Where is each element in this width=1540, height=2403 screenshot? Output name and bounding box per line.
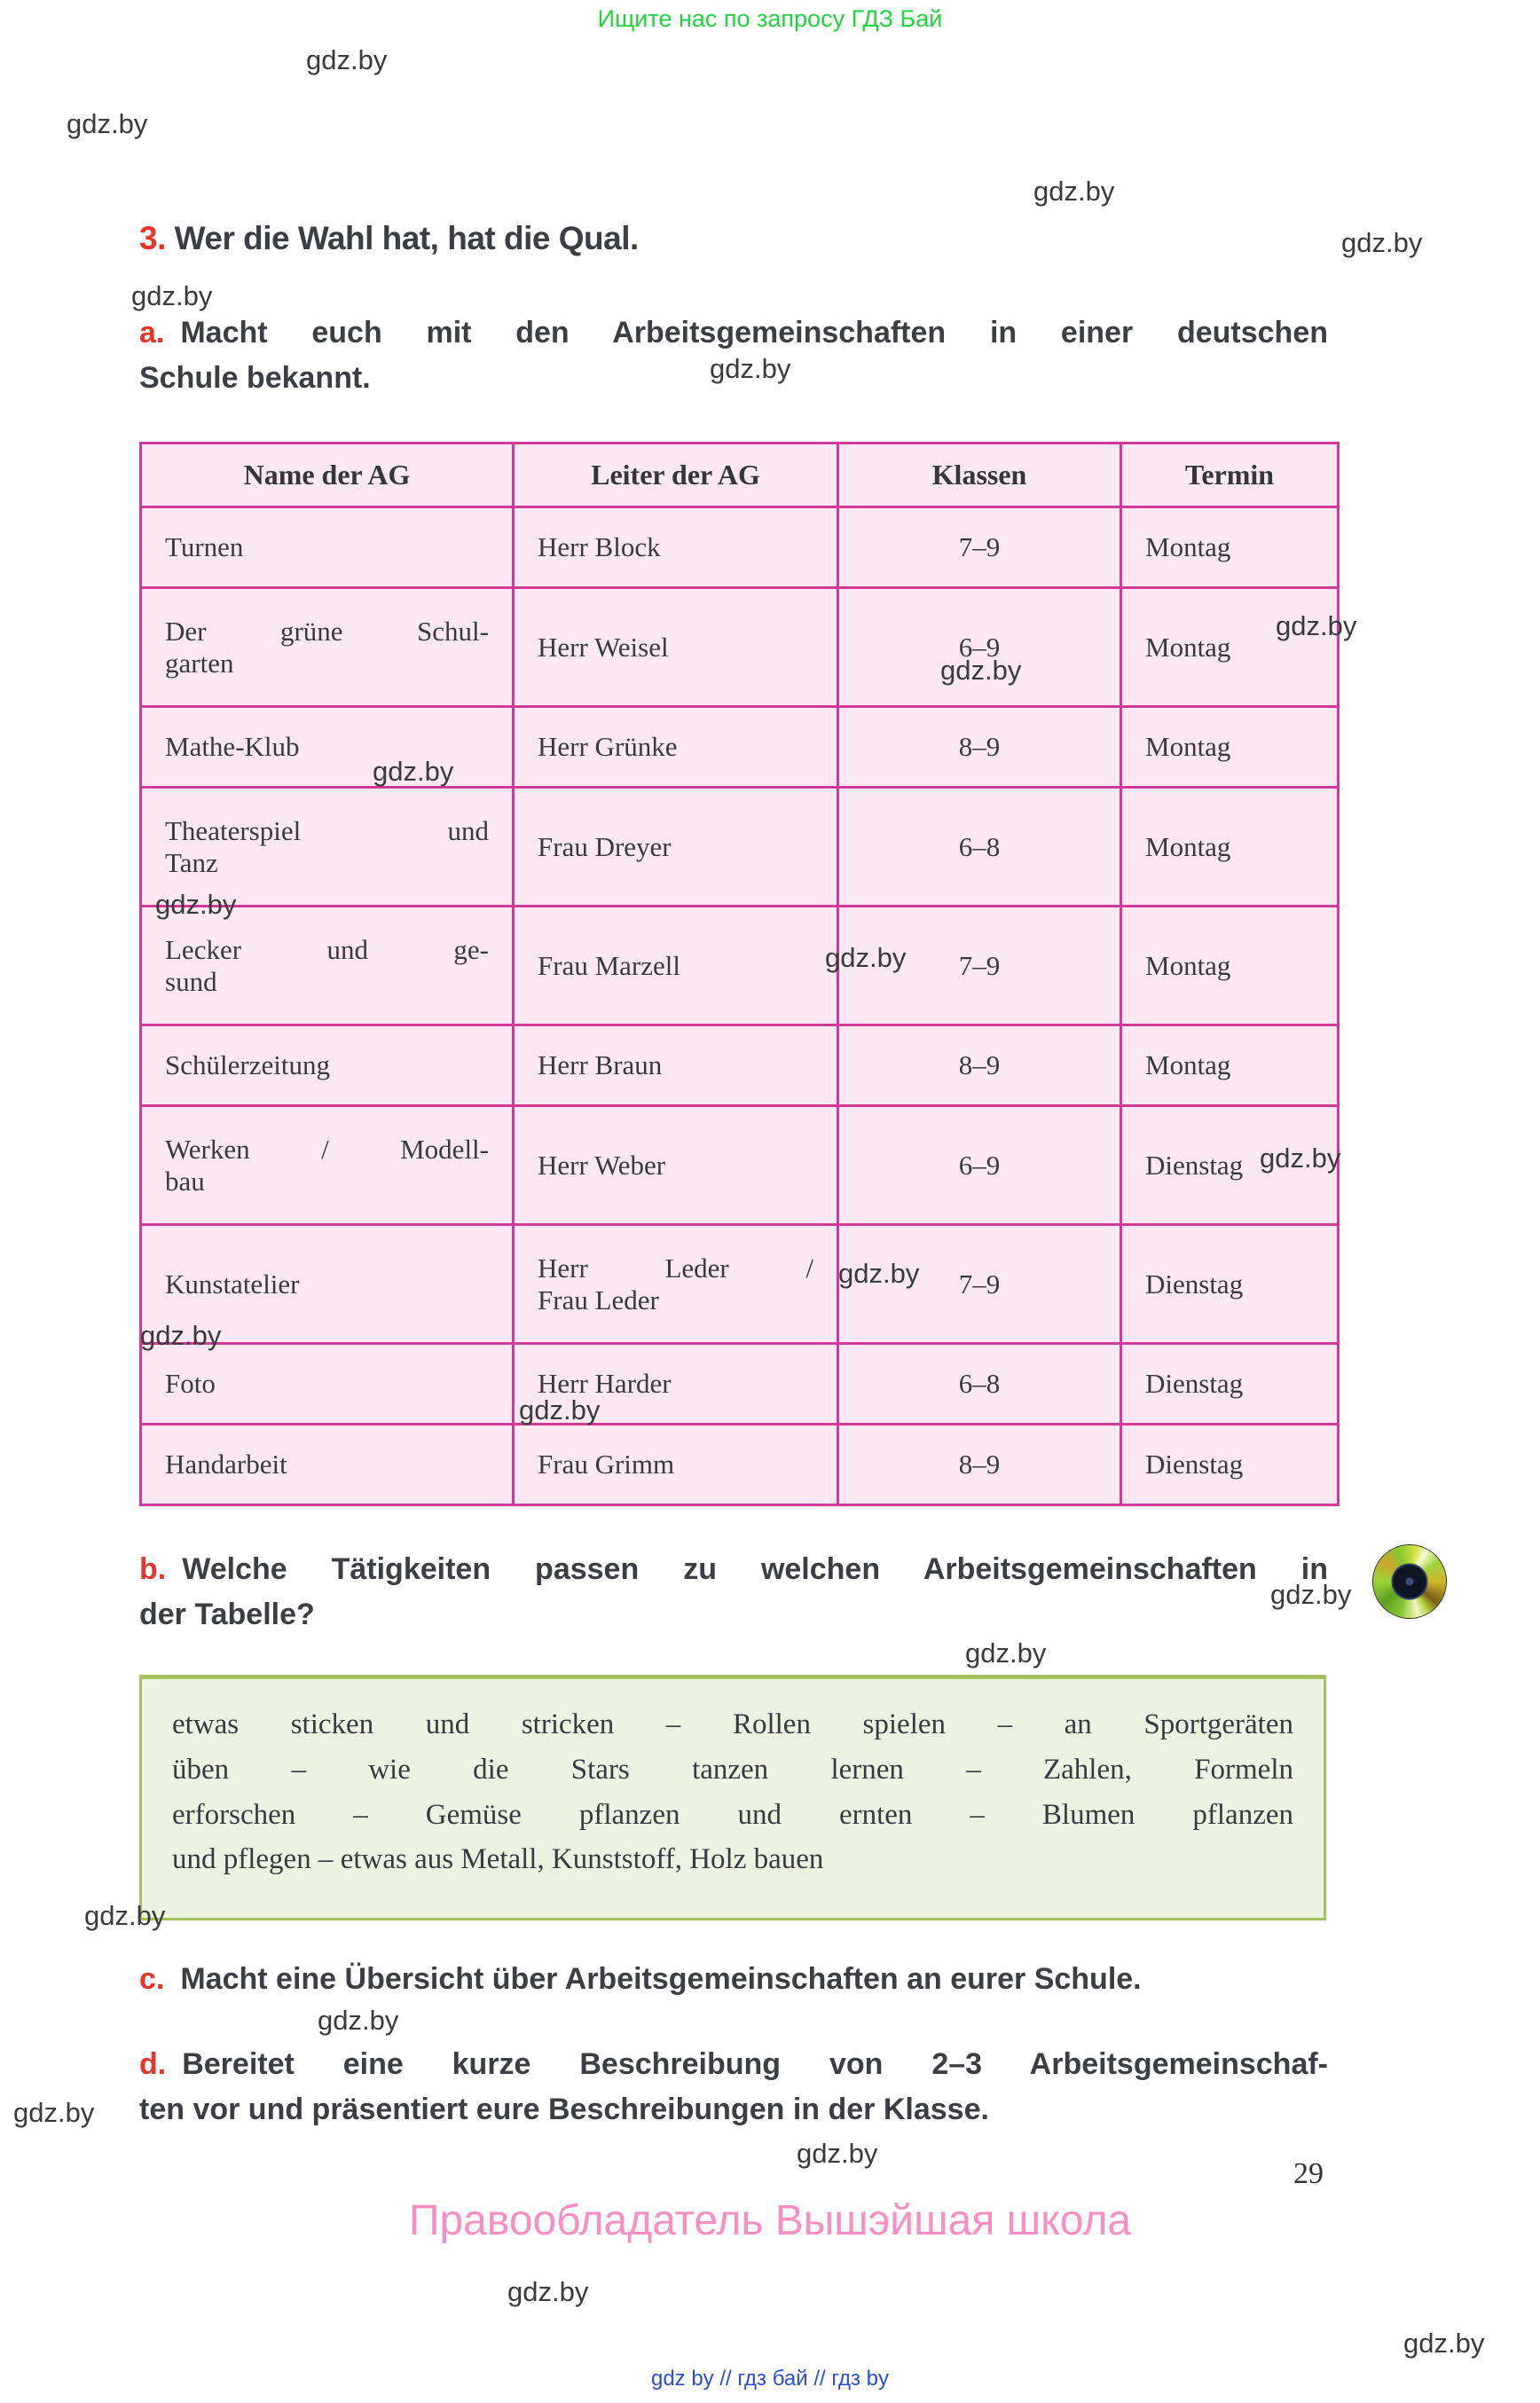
table-cell: Herr Weisel bbox=[514, 588, 838, 707]
table-header-cell: Leiter der AG bbox=[514, 444, 838, 507]
part-c-label: c. bbox=[139, 1962, 165, 1996]
table-cell: Kunstatelier bbox=[141, 1225, 514, 1344]
table-row bbox=[141, 1344, 1339, 1425]
table-cell: Montag bbox=[1121, 1025, 1339, 1106]
gdz-watermark: gdz.by bbox=[131, 280, 213, 311]
table-cell: 6–9 bbox=[838, 1106, 1121, 1225]
table-cell: Dienstag bbox=[1121, 1425, 1339, 1505]
table-cell: Der grüne Schul- garten bbox=[141, 588, 514, 707]
gdz-watermark: gdz.by bbox=[1276, 610, 1357, 641]
gdz-watermark: gdz.by bbox=[940, 655, 1022, 686]
gdz-search-notice: Ищите нас по запросу ГДЗ Бай bbox=[597, 5, 943, 32]
part-c-text: Macht eine Übersicht über Arbeitsgemeinschaften an eurer Schule. bbox=[180, 1962, 1142, 1996]
exercise-part-c bbox=[139, 1957, 1328, 2002]
table-cell: Herr Leder / Frau Leder bbox=[514, 1225, 838, 1344]
gdz-watermark: gdz.by bbox=[155, 889, 237, 920]
gdz-watermark: gdz.by bbox=[318, 2005, 399, 2036]
ag-schedule-table bbox=[139, 442, 1340, 1506]
exercise-number: 3. bbox=[139, 220, 166, 256]
table-row bbox=[141, 707, 1339, 788]
table-cell: Dienstag bbox=[1121, 1344, 1339, 1425]
table-cell: Herr Block bbox=[514, 507, 838, 588]
word-box-line: üben – wie die Stars tanzen lernen – Zahlen, Formeln bbox=[172, 1753, 1293, 1786]
table-row bbox=[141, 1425, 1339, 1505]
table-cell: Herr Weber bbox=[514, 1106, 838, 1225]
table-cell: Mathe-Klub bbox=[141, 707, 514, 788]
table-cell: 8–9 bbox=[838, 1425, 1121, 1505]
table-cell: Foto bbox=[141, 1344, 514, 1425]
table-cell: Frau Dreyer bbox=[514, 788, 838, 907]
table-cell: Montag bbox=[1121, 507, 1339, 588]
part-b-line1: Welche Tätigkeiten passen zu welchen Arbeitsgemeinschaften in bbox=[182, 1552, 1328, 1586]
exercise-part-d bbox=[139, 2042, 1328, 2132]
gdz-watermark: gdz.by bbox=[13, 2097, 95, 2128]
copyright-line: Правообладатель Вышэйшая школа bbox=[408, 2197, 1132, 2244]
table-cell: 6–9 bbox=[838, 588, 1121, 707]
exercise-title-text: Wer die Wahl hat, hat die Qual. bbox=[174, 220, 639, 256]
part-d-line2: ten vor und präsentiert eure Beschreibungen in der Klasse. bbox=[139, 2093, 989, 2126]
part-b-label: b. bbox=[139, 1552, 167, 1586]
table-cell: Dienstag bbox=[1121, 1225, 1339, 1344]
footer-links[interactable]: gdz by // гдз бай // гдз by bbox=[650, 2367, 890, 2391]
gdz-watermark: gdz.by bbox=[797, 2138, 878, 2169]
table-cell: Werken / Modell- bau bbox=[141, 1106, 514, 1225]
table-cell: Theaterspiel und Tanz bbox=[141, 788, 514, 907]
gdz-watermark: gdz.by bbox=[507, 2276, 589, 2307]
table-cell: Lecker und ge- sund bbox=[141, 907, 514, 1025]
table-cell: Montag bbox=[1121, 907, 1339, 1025]
table-cell: Frau Grimm bbox=[514, 1425, 838, 1505]
gdz-watermark: gdz.by bbox=[825, 942, 907, 973]
table-cell: Herr Harder bbox=[514, 1344, 838, 1425]
part-a-line2: Schule bekannt. bbox=[139, 361, 371, 395]
word-box bbox=[139, 1675, 1326, 1920]
table-cell: 8–9 bbox=[838, 707, 1121, 788]
table-cell: 8–9 bbox=[838, 1025, 1121, 1106]
table-cell: Frau Marzell bbox=[514, 907, 838, 1025]
table-row bbox=[141, 788, 1339, 907]
table-row bbox=[141, 1225, 1339, 1344]
table-cell: Dienstag bbox=[1121, 1106, 1339, 1225]
gdz-watermark: gdz.by bbox=[1270, 1579, 1352, 1610]
table-cell: 7–9 bbox=[838, 1225, 1121, 1344]
part-b-line2: der Tabelle? bbox=[139, 1598, 315, 1631]
table-header-row bbox=[141, 444, 1339, 507]
part-d-label: d. bbox=[139, 2047, 167, 2081]
gdz-watermark: gdz.by bbox=[1403, 2328, 1485, 2359]
table-row bbox=[141, 507, 1339, 588]
table-row bbox=[141, 907, 1339, 1025]
part-a-line1: Macht euch mit den Arbeitsgemeinschaften in einer deutschen bbox=[180, 316, 1328, 349]
page-number: 29 bbox=[1293, 2157, 1324, 2190]
table-cell: Montag bbox=[1121, 588, 1339, 707]
table-cell: 7–9 bbox=[838, 907, 1121, 1025]
word-box-line: etwas sticken und stricken – Rollen spielen – an Sportgeräten bbox=[172, 1708, 1293, 1740]
table-cell: Montag bbox=[1121, 788, 1339, 907]
gdz-watermark: gdz.by bbox=[67, 108, 148, 139]
part-a-label: a. bbox=[139, 316, 165, 349]
gdz-watermark: gdz.by bbox=[965, 1637, 1047, 1669]
table-row bbox=[141, 1025, 1339, 1106]
gdz-watermark: gdz.by bbox=[140, 1320, 222, 1351]
table-header-cell: Termin bbox=[1121, 444, 1339, 507]
gdz-watermark: gdz.by bbox=[710, 353, 791, 384]
word-box-line: erforschen – Gemüse pflanzen und ernten – Blumen pflanzen bbox=[172, 1798, 1293, 1831]
table-header-cell: Klassen bbox=[838, 444, 1121, 507]
table-cell: Montag bbox=[1121, 707, 1339, 788]
table-cell: 6–8 bbox=[838, 1344, 1121, 1425]
gdz-watermark: gdz.by bbox=[1033, 176, 1115, 207]
table-header-cell: Name der AG bbox=[141, 444, 514, 507]
gdz-watermark: gdz.by bbox=[306, 44, 388, 75]
table-cell: 7–9 bbox=[838, 507, 1121, 588]
table-cell: Schülerzeitung bbox=[141, 1025, 514, 1106]
gdz-watermark: gdz.by bbox=[1341, 227, 1423, 258]
part-d-line1: Bereitet eine kurze Beschreibung von 2–3 Arbeitsgemeinschaf- bbox=[182, 2047, 1328, 2081]
table-cell: Herr Braun bbox=[514, 1025, 838, 1106]
gdz-watermark: gdz.by bbox=[838, 1258, 920, 1289]
cd-disc-icon bbox=[1373, 1545, 1446, 1618]
table-cell: Turnen bbox=[141, 507, 514, 588]
table-cell: Handarbeit bbox=[141, 1425, 514, 1505]
gdz-watermark: gdz.by bbox=[373, 756, 454, 787]
exercise-title bbox=[139, 220, 639, 257]
table-row bbox=[141, 1106, 1339, 1225]
gdz-watermark: gdz.by bbox=[84, 1900, 166, 1931]
gdz-watermark: gdz.by bbox=[1260, 1143, 1341, 1174]
table-cell: 6–8 bbox=[838, 788, 1121, 907]
exercise-part-b bbox=[139, 1547, 1328, 1637]
word-box-line: und pflegen – etwas aus Metall, Kunststoff, Holz bauen bbox=[172, 1843, 824, 1876]
gdz-watermark: gdz.by bbox=[519, 1394, 601, 1425]
table-row bbox=[141, 588, 1339, 707]
table-cell: Herr Grünke bbox=[514, 707, 838, 788]
